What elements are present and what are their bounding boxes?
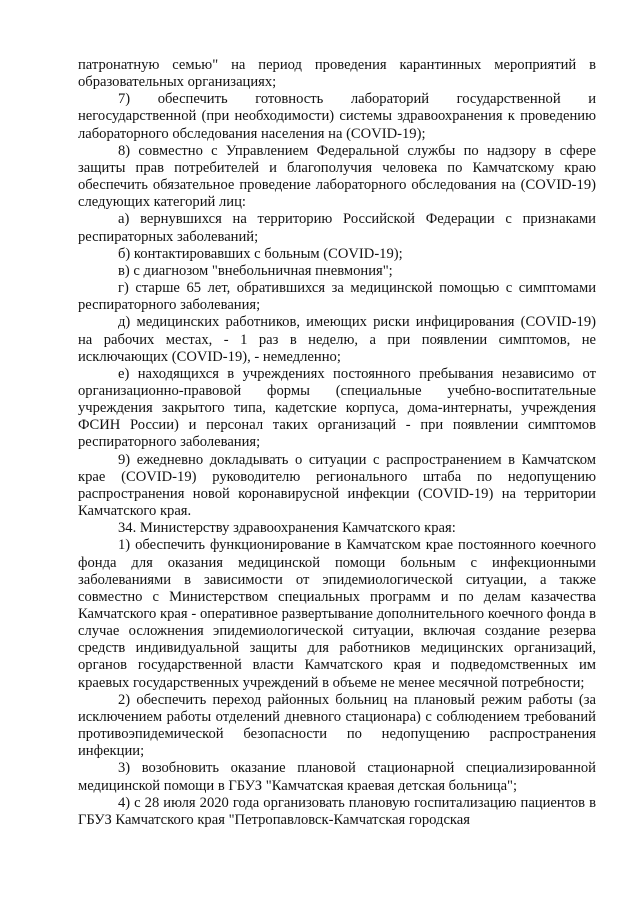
paragraph-subitem-g: г) старше 65 лет, обратившихся за медицинской помощью с симптомами респираторного заболевания; <box>78 280 596 314</box>
paragraph-subitem-v: в) с диагнозом "внебольничная пневмония"; <box>118 262 393 279</box>
paragraph-subitem-d: д) медицинских работников, имеющих риски инфицирования (COVID-19) на рабочих местах, - 1 раз в неделю, а при появлении симптомов, не исключающих (COVID-19), - немедленно; <box>78 314 596 365</box>
paragraph-item-1: 1) обеспечить функционирование в Камчатском крае постоянного коечного фонда для оказания медицинской помощи больным с инфекционными заболеваниями в зависимости от эпидемиологической ситуации, а также совместно с Министерством специальных программ и по делам казачества Камчатского края - оперативное развертывание дополнительного коечного фонда в случае осложнения эпидемиологической ситуации, включая создание резерва средств индивидуальной защиты для работников медицинских организаций, органов государственной власти Камчатского края и подведомственных им краевых государственных учреждений в объеме не менее месячной потребности; <box>78 537 596 691</box>
paragraph-item-3: 3) возобновить оказание плановой стационарной специализированной медицинской помощи в ГБУЗ "Камчатская краевая детская больница"; <box>78 760 596 794</box>
paragraph-subitem-b: б) контактировавших с больным (COVID-19); <box>118 245 403 262</box>
paragraph-item-7: 7) обеспечить готовность лабораторий государственной и негосударственной (при необходимости) системы здравоохранения к проведению лабораторного обследования населения на (COVID-19); <box>78 91 596 142</box>
paragraph-item-8: 8) совместно с Управлением Федеральной службы по надзору в сфере защиты прав потребителей и благополучия человека по Камчатскому краю обеспечить обязательное проведение лабораторного обследования на (COVID-19) следующих категорий лиц: <box>78 142 596 211</box>
section-heading-34: 34. Министерству здравоохранения Камчатского края: <box>118 520 456 537</box>
paragraph-continuation: патронатную семью" на период проведения карантинных мероприятий в образовательных организациях; <box>78 57 596 91</box>
paragraph-subitem-a: а) вернувшихся на территорию Российской Федерации с признаками респираторных заболеваний; <box>78 211 596 245</box>
paragraph-item-4: 4) с 28 июля 2020 года организовать плановую госпитализацию пациентов в ГБУЗ Камчатского края "Петропавловск-Камчатская городская <box>78 794 596 828</box>
document-page <box>78 57 596 829</box>
paragraph-item-2: 2) обеспечить переход районных больниц на плановый режим работы (за исключением работы отделений дневного стационара) с соблюдением требований противоэпидемической безопасности по недопущению распространения инфекции; <box>78 691 596 760</box>
paragraph-item-9: 9) ежедневно докладывать о ситуации с распространением в Камчатском крае (COVID-19) руководителю регионального штаба по недопущению распространения новой коронавирусной инфекции (COVID-19) на территории Камчатского края. <box>78 451 596 520</box>
paragraph-subitem-e: е) находящихся в учреждениях постоянного пребывания независимо от организационно-правовой формы (специальные учебно-воспитательные учреждения закрытого типа, кадетские корпуса, дома-интернаты, учреждения ФСИН России) и персонал таких организаций - при появлении симптомов респираторного заболевания; <box>78 365 596 451</box>
